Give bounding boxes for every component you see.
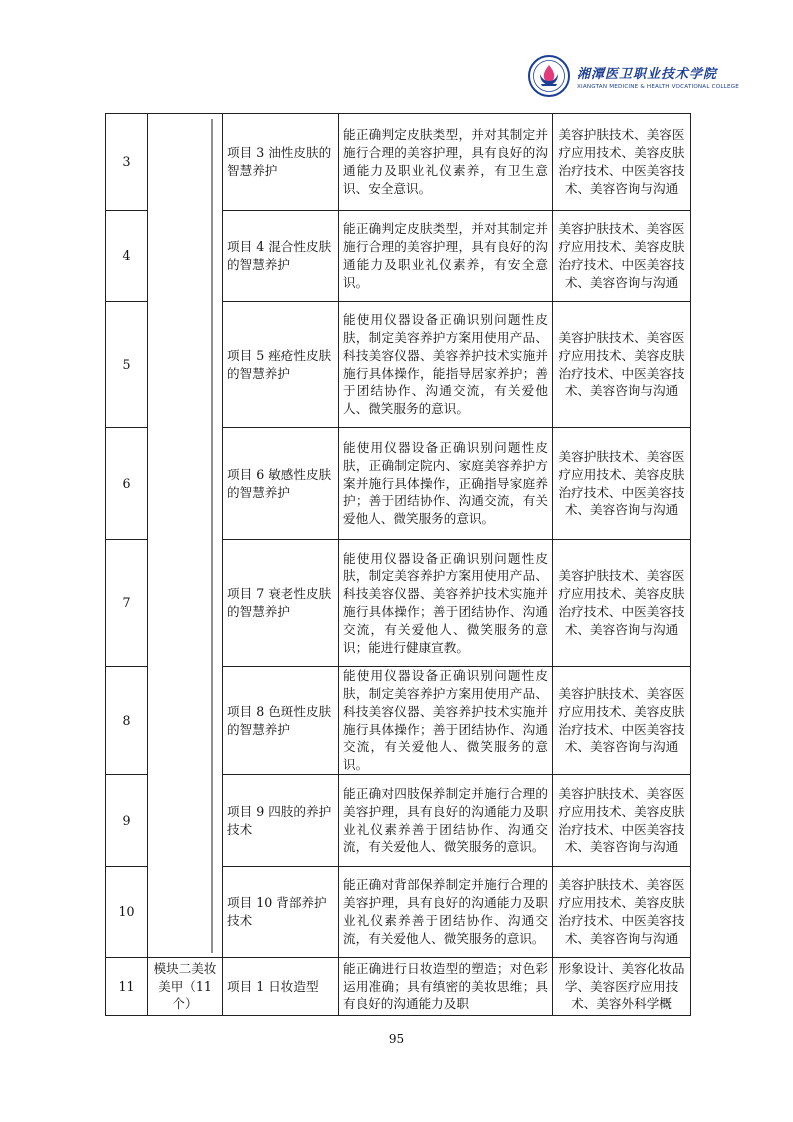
- school-name-cn: 湘潭医卫职业技术学院: [577, 66, 718, 82]
- row-number: 6: [106, 428, 148, 540]
- project-description: 能使用仪器设备正确识别问题性皮肤，正确制定院内、家庭美容养护方案并施行具体操作，正确指导家庭养护；善于团结协作、沟通交流，有关爱他人、微笑服务的意识。: [339, 428, 553, 540]
- curriculum-table: [105, 113, 691, 1016]
- table-row: [106, 958, 691, 1016]
- school-logo: [527, 50, 772, 102]
- project-name: 项目 5 痤疮性皮肤的智慧养护: [223, 302, 339, 428]
- project-name: 项目 1 日妆造型: [223, 958, 339, 1016]
- project-name: 项目 4 混合性皮肤的智慧养护: [223, 211, 339, 302]
- row-number: 11: [106, 958, 148, 1016]
- module-inner-line: [152, 119, 219, 953]
- project-description: 能正确判定皮肤类型，并对其制定并施行合理的美容护理，具有良好的沟通能力及职业礼仪素养，有卫生意识、安全意识。: [339, 114, 553, 211]
- project-description: 能正确对背部保养制定并施行合理的美容护理，具有良好的沟通能力及职业礼仪素养善于团结协作、沟通交流，有关爱他人、微笑服务的意识。: [339, 867, 553, 958]
- row-number: 7: [106, 540, 148, 667]
- related-courses: 美容护肤技术、美容医疗应用技术、美容皮肤治疗技术、中医美容技术、美容咨询与沟通: [553, 775, 691, 867]
- row-number: 4: [106, 211, 148, 302]
- project-name: 项目 10 背部养护技术: [223, 867, 339, 958]
- project-name: 项目 3 油性皮肤的智慧养护: [223, 114, 339, 211]
- related-courses: 美容护肤技术、美容医疗应用技术、美容皮肤治疗技术、中医美容技术、美容咨询与沟通: [553, 114, 691, 211]
- project-description: 能使用仪器设备正确识别问题性皮肤，制定美容养护方案用使用产品、科技美容仪器、美容养护技术实施并施行具体操作；善于团结协作、沟通交流，有关爱他人、微笑服务的意识。: [339, 667, 553, 775]
- related-courses: 美容护肤技术、美容医疗应用技术、美容皮肤治疗技术、中医美容技术、美容咨询与沟通: [553, 867, 691, 958]
- table-row: [106, 114, 691, 211]
- project-description: 能使用仪器设备正确识别问题性皮肤，制定美容养护方案用使用产品、科技美容仪器、美容养护技术实施并施行具体操作，能指导居家养护；善于团结协作、沟通交流，有关爱他人、微笑服务的意识。: [339, 302, 553, 428]
- project-name: 项目 7 衰老性皮肤的智慧养护: [223, 540, 339, 667]
- page-number: 95: [388, 1032, 405, 1046]
- related-courses: 美容护肤技术、美容医疗应用技术、美容皮肤治疗技术、中医美容技术、美容咨询与沟通: [553, 211, 691, 302]
- school-emblem-icon: [527, 54, 571, 98]
- row-number: 9: [106, 775, 148, 867]
- project-name: 项目 9 四肢的养护技术: [223, 775, 339, 867]
- related-courses: 美容护肤技术、美容医疗应用技术、美容皮肤治疗技术、中医美容技术、美容咨询与沟通: [553, 302, 691, 428]
- project-description: 能使用仪器设备正确识别问题性皮肤，制定美容养护方案用使用产品、科技美容仪器、美容养护技术实施并施行具体操作；善于团结协作、沟通交流，有关爱他人、微笑服务的意识；能进行健康宣教。: [339, 540, 553, 667]
- module-name: 模块二美妆美甲（11 个）: [148, 958, 223, 1016]
- row-number: 3: [106, 114, 148, 211]
- project-description: 能正确判定皮肤类型，并对其制定并施行合理的美容护理，具有良好的沟通能力及职业礼仪素养，有安全意识。: [339, 211, 553, 302]
- related-courses: 美容护肤技术、美容医疗应用技术、美容皮肤治疗技术、中医美容技术、美容咨询与沟通: [553, 428, 691, 540]
- row-number: 10: [106, 867, 148, 958]
- project-name: 项目 8 色斑性皮肤的智慧养护: [223, 667, 339, 775]
- module-cell-empty: [148, 114, 223, 958]
- related-courses: 美容护肤技术、美容医疗应用技术、美容皮肤治疗技术、中医美容技术、美容咨询与沟通: [553, 540, 691, 667]
- row-number: 5: [106, 302, 148, 428]
- project-name: 项目 6 敏感性皮肤的智慧养护: [223, 428, 339, 540]
- row-number: 8: [106, 667, 148, 775]
- project-description: 能正确进行日妆造型的塑造；对色彩运用准确；具有缜密的美妆思维；具有良好的沟通能力及职: [339, 958, 553, 1016]
- project-description: 能正确对四肢保养制定并施行合理的美容护理，具有良好的沟通能力及职业礼仪素养善于团结协作、沟通交流，有关爱他人、微笑服务的意识。: [339, 775, 553, 867]
- related-courses: 美容护肤技术、美容医疗应用技术、美容皮肤治疗技术、中医美容技术、美容咨询与沟通: [553, 667, 691, 775]
- related-courses: 形象设计、美容化妆品学、美容医疗应用技术、美容外科学概: [553, 958, 691, 1016]
- school-name-en: XIANGTAN MEDICINE & HEALTH VOCATIONAL COLLEGE: [577, 83, 739, 90]
